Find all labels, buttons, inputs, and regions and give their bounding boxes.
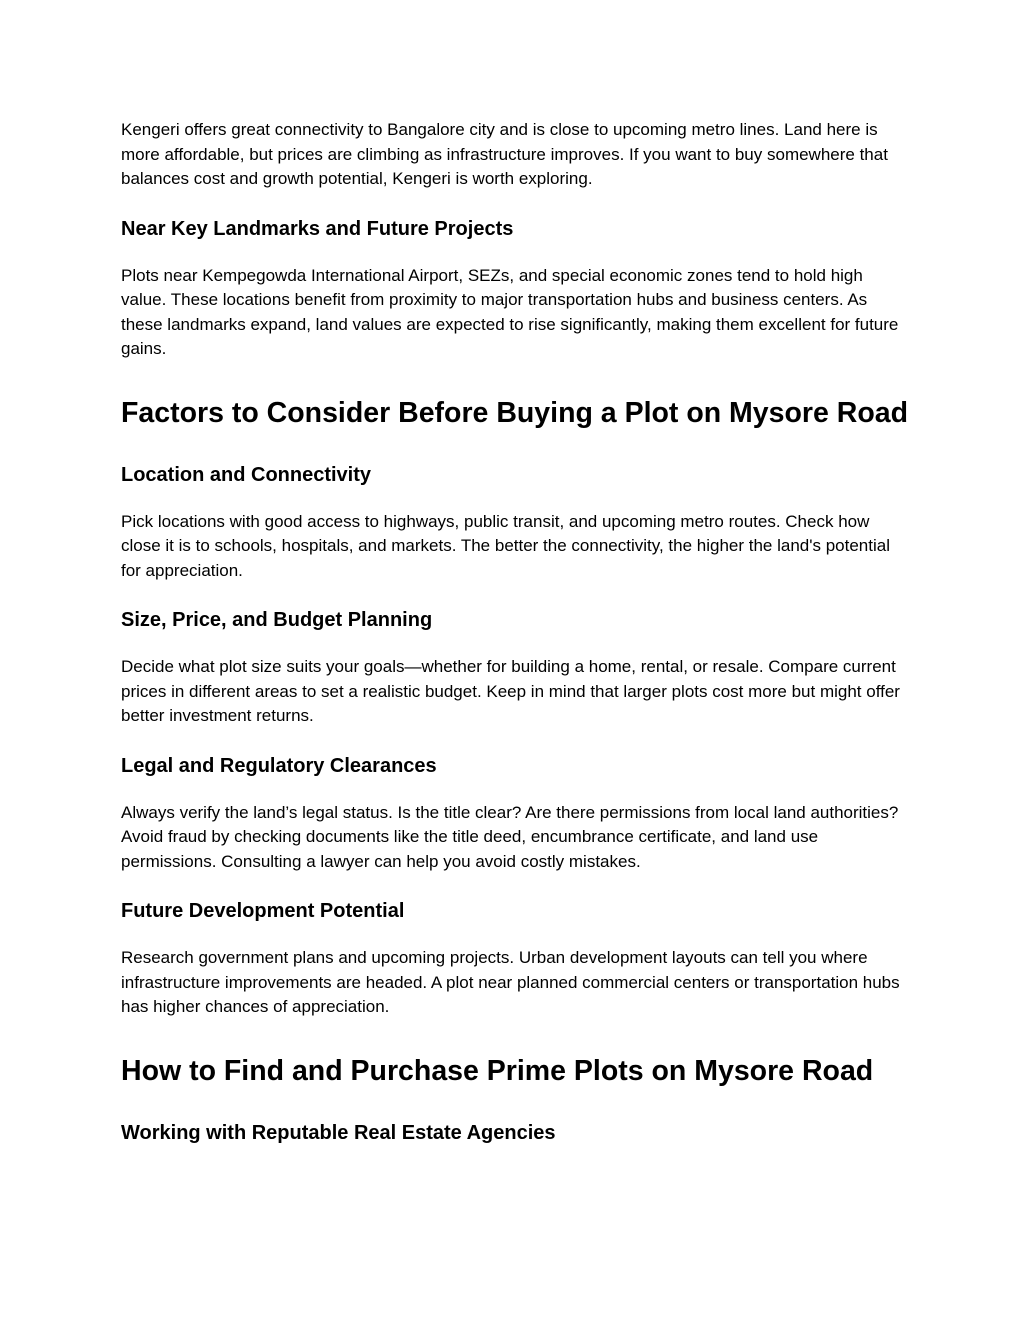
landmarks-heading: Near Key Landmarks and Future Projects bbox=[121, 217, 514, 240]
legal-heading: Legal and Regulatory Clearances bbox=[121, 754, 437, 777]
location-paragraph: Pick locations with good access to highways, public transit, and upcoming metro routes. Check how close it is to schools, hospitals, and markets. The better the connectivity, the higher the land's potential for appreciation. bbox=[121, 511, 890, 580]
future-heading: Future Development Potential bbox=[121, 900, 405, 922]
document-page bbox=[121, 118, 911, 1146]
future-paragraph: Research government plans and upcoming projects. Urban development layouts can tell you where infrastructure improvements are headed. A plot near planned commercial centers or transportation hubs has higher chances of appreciation. bbox=[121, 948, 900, 1016]
location-heading: Location and Connectivity bbox=[121, 463, 372, 486]
factors-heading: Factors to Consider Before Buying a Plot on Mysore Road bbox=[121, 396, 909, 429]
landmarks-paragraph: Plots near Kempegowda International Airport, SEZs, and special economic zones tend to hold high value. These locations benefit from proximity to major transportation hubs and business centers. As these landmarks expand, land values are expected to rise significantly, making them excellent for future gains. bbox=[121, 265, 899, 358]
size-paragraph: Decide what plot size suits your goals—whether for building a home, rental, or resale. Compare current prices in different areas to set a realistic budget. Keep in mind that larger plots cost more but might offer better investment returns. bbox=[121, 657, 900, 725]
size-heading: Size, Price, and Budget Planning bbox=[121, 609, 433, 631]
legal-paragraph: Always verify the land’s legal status. Is the title clear? Are there permissions from local land authorities? Avoid fraud by checking documents like the title deed, encumbrance certificate, and land use permissions. Consulting a lawyer can help you avoid costly mistakes. bbox=[121, 802, 899, 871]
howto-heading: How to Find and Purchase Prime Plots on Mysore Road bbox=[121, 1054, 874, 1087]
kengeri-paragraph: Kengeri offers great connectivity to Bangalore city and is close to upcoming metro lines. Land here is more affordable, but prices are climbing as infrastructure improves. If you want to buy somewhere that balances cost and growth potential, Kengeri is worth exploring. bbox=[121, 120, 888, 188]
agencies-heading: Working with Reputable Real Estate Agencies bbox=[121, 1121, 556, 1144]
